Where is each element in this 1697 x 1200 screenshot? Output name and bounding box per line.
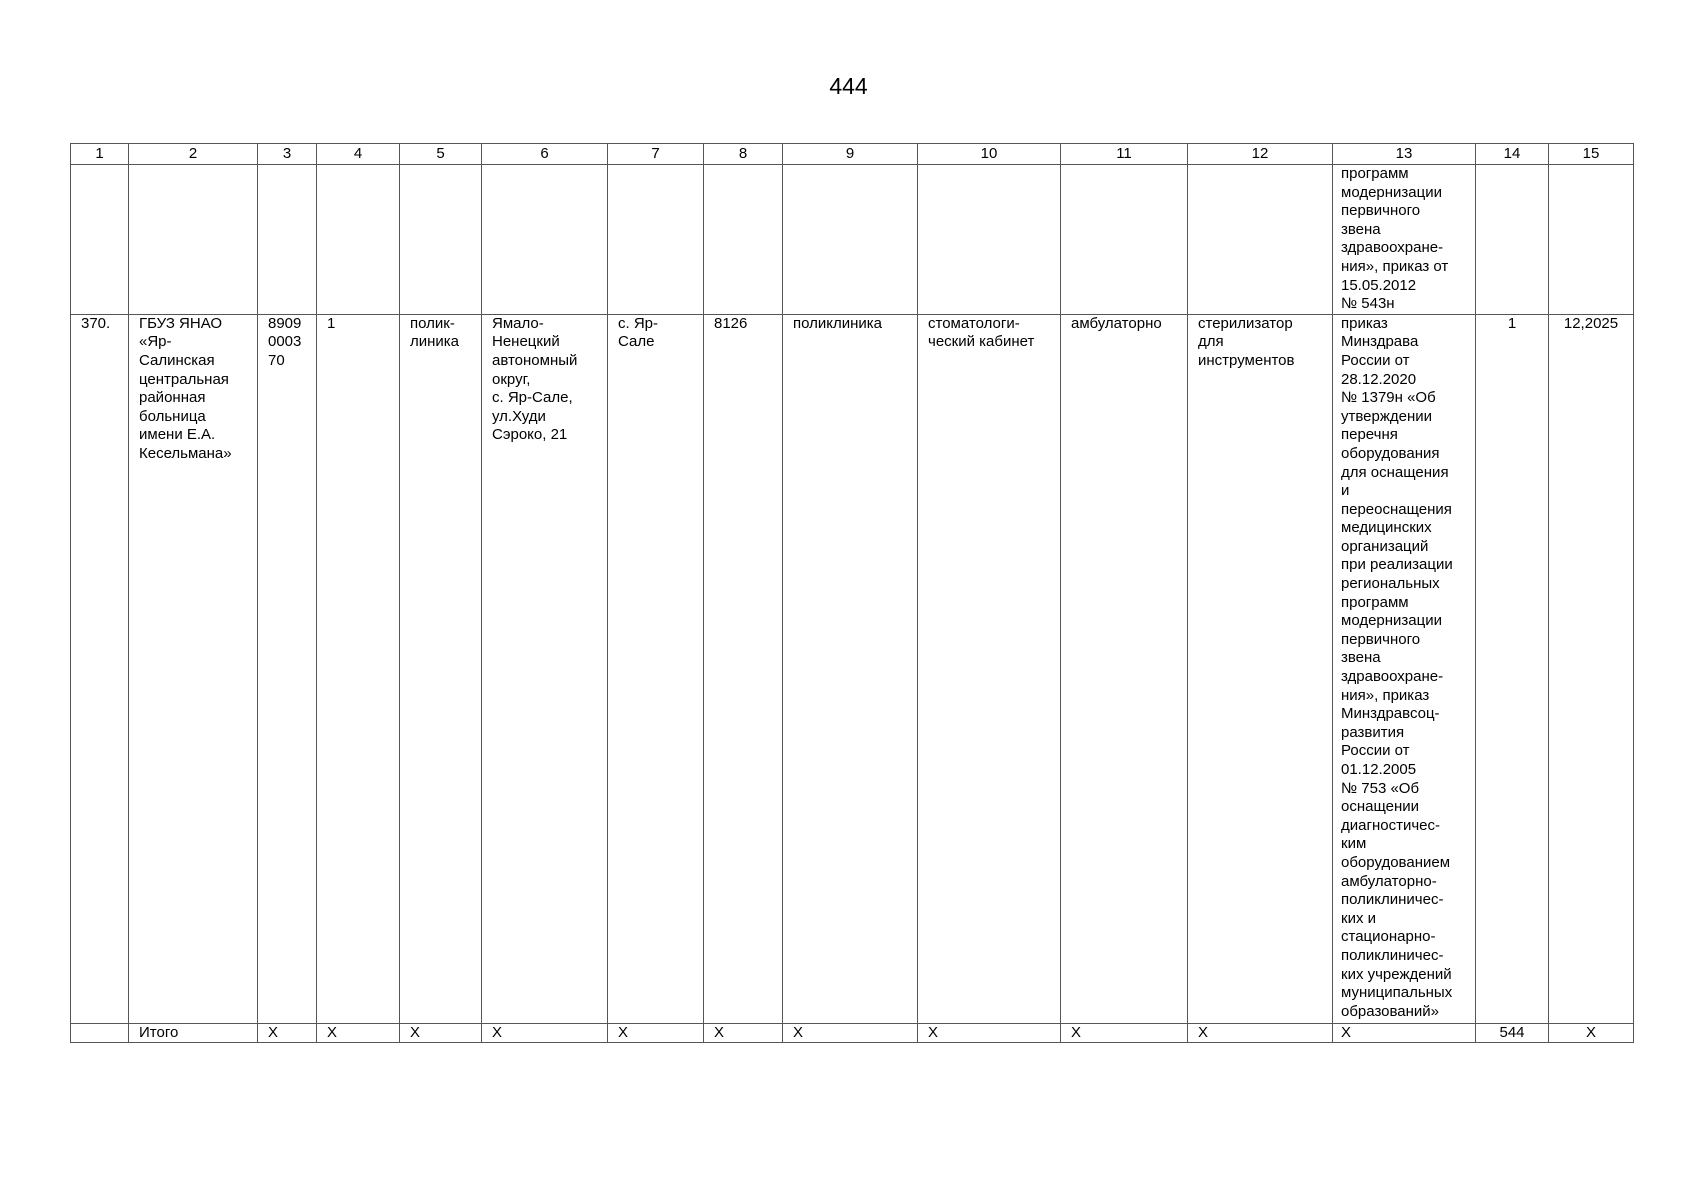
table-cell	[1476, 165, 1549, 315]
table-cell: X	[1188, 1023, 1333, 1042]
column-number: 2	[129, 144, 258, 165]
column-number: 13	[1333, 144, 1476, 165]
table-cell: X	[918, 1023, 1061, 1042]
table-cell: X	[400, 1023, 482, 1042]
equipment-table	[70, 143, 1634, 1043]
table-cell	[482, 165, 608, 315]
column-number: 6	[482, 144, 608, 165]
column-number: 15	[1549, 144, 1634, 165]
table-cell: с. Яр- Сале	[608, 314, 704, 1023]
table-cell	[608, 165, 704, 315]
table-cell: 1	[317, 314, 400, 1023]
table-row-370	[71, 314, 1634, 1023]
table-cell	[918, 165, 1061, 315]
total-label-cell: Итого	[129, 1023, 258, 1042]
table-cell: X	[317, 1023, 400, 1042]
total-quantity-cell: 544	[1476, 1023, 1549, 1042]
table-cell	[704, 165, 783, 315]
table-cell: 8126	[704, 314, 783, 1023]
table-cell: X	[1333, 1023, 1476, 1042]
column-number: 7	[608, 144, 704, 165]
table-cell	[1188, 165, 1333, 315]
column-number: 1	[71, 144, 129, 165]
column-number: 5	[400, 144, 482, 165]
quantity-cell: 1	[1476, 314, 1549, 1023]
column-number: 14	[1476, 144, 1549, 165]
table-cell	[71, 165, 129, 315]
table-cell	[71, 1023, 129, 1042]
table-cell: X	[608, 1023, 704, 1042]
column-number: 3	[258, 144, 317, 165]
table-cell: стоматологи- ческий кабинет	[918, 314, 1061, 1023]
table-cell: X	[783, 1023, 918, 1042]
table-cell: полик- линика	[400, 314, 482, 1023]
table-cell: X	[1061, 1023, 1188, 1042]
table-cell	[400, 165, 482, 315]
table-cell: 8909 0003 70	[258, 314, 317, 1023]
table-cell: X	[258, 1023, 317, 1042]
table-cell	[129, 165, 258, 315]
column-number: 8	[704, 144, 783, 165]
table-cell: X	[704, 1023, 783, 1042]
table-cell	[783, 165, 918, 315]
address-cell: Ямало- Ненецкий автономный округ, с. Яр-Сале, ул.Худи Сэроко, 21	[482, 314, 608, 1023]
table-cell: X	[482, 1023, 608, 1042]
organization-cell: ГБУЗ ЯНАО «Яр- Салинская центральная районная больница имени Е.А. Кесельмана»	[129, 314, 258, 1023]
date-cell: 12,2025	[1549, 314, 1634, 1023]
column-number: 9	[783, 144, 918, 165]
equipment-cell: стерилизатор для инструментов	[1188, 314, 1333, 1023]
column-number: 10	[918, 144, 1061, 165]
regulation-cell: приказ Минздрава России от 28.12.2020 № 1379н «Об утверждении перечня оборудования для оснащения и переоснащения медицинских организаций при реализации региональных программ модернизации первичного звена здравоохране- ния», приказ Минздравсоц- развития России от 01.12.2005 № 753 «Об оснащении диагностичес- ким оборудованием амбулаторно- поликлиничес- ких и стационарно- поликлиничес- ких учреждений муниципальных образований»	[1333, 314, 1476, 1023]
page-number: 444	[829, 73, 868, 99]
table-cell	[258, 165, 317, 315]
table-cell: поликлиника	[783, 314, 918, 1023]
column-number: 4	[317, 144, 400, 165]
column-number-row	[71, 144, 1634, 165]
table-cell	[1061, 165, 1188, 315]
table-cell	[317, 165, 400, 315]
column-number: 11	[1061, 144, 1188, 165]
row-number-cell: 370.	[71, 314, 129, 1023]
table-cell	[1549, 165, 1634, 315]
table-row-continued	[71, 165, 1634, 315]
table-cell: программ модернизации первичного звена здравоохране- ния», приказ от 15.05.2012 № 543н	[1333, 165, 1476, 315]
column-number: 12	[1188, 144, 1333, 165]
table-row-total	[71, 1023, 1634, 1042]
table-cell: амбулаторно	[1061, 314, 1188, 1023]
table-cell: X	[1549, 1023, 1634, 1042]
